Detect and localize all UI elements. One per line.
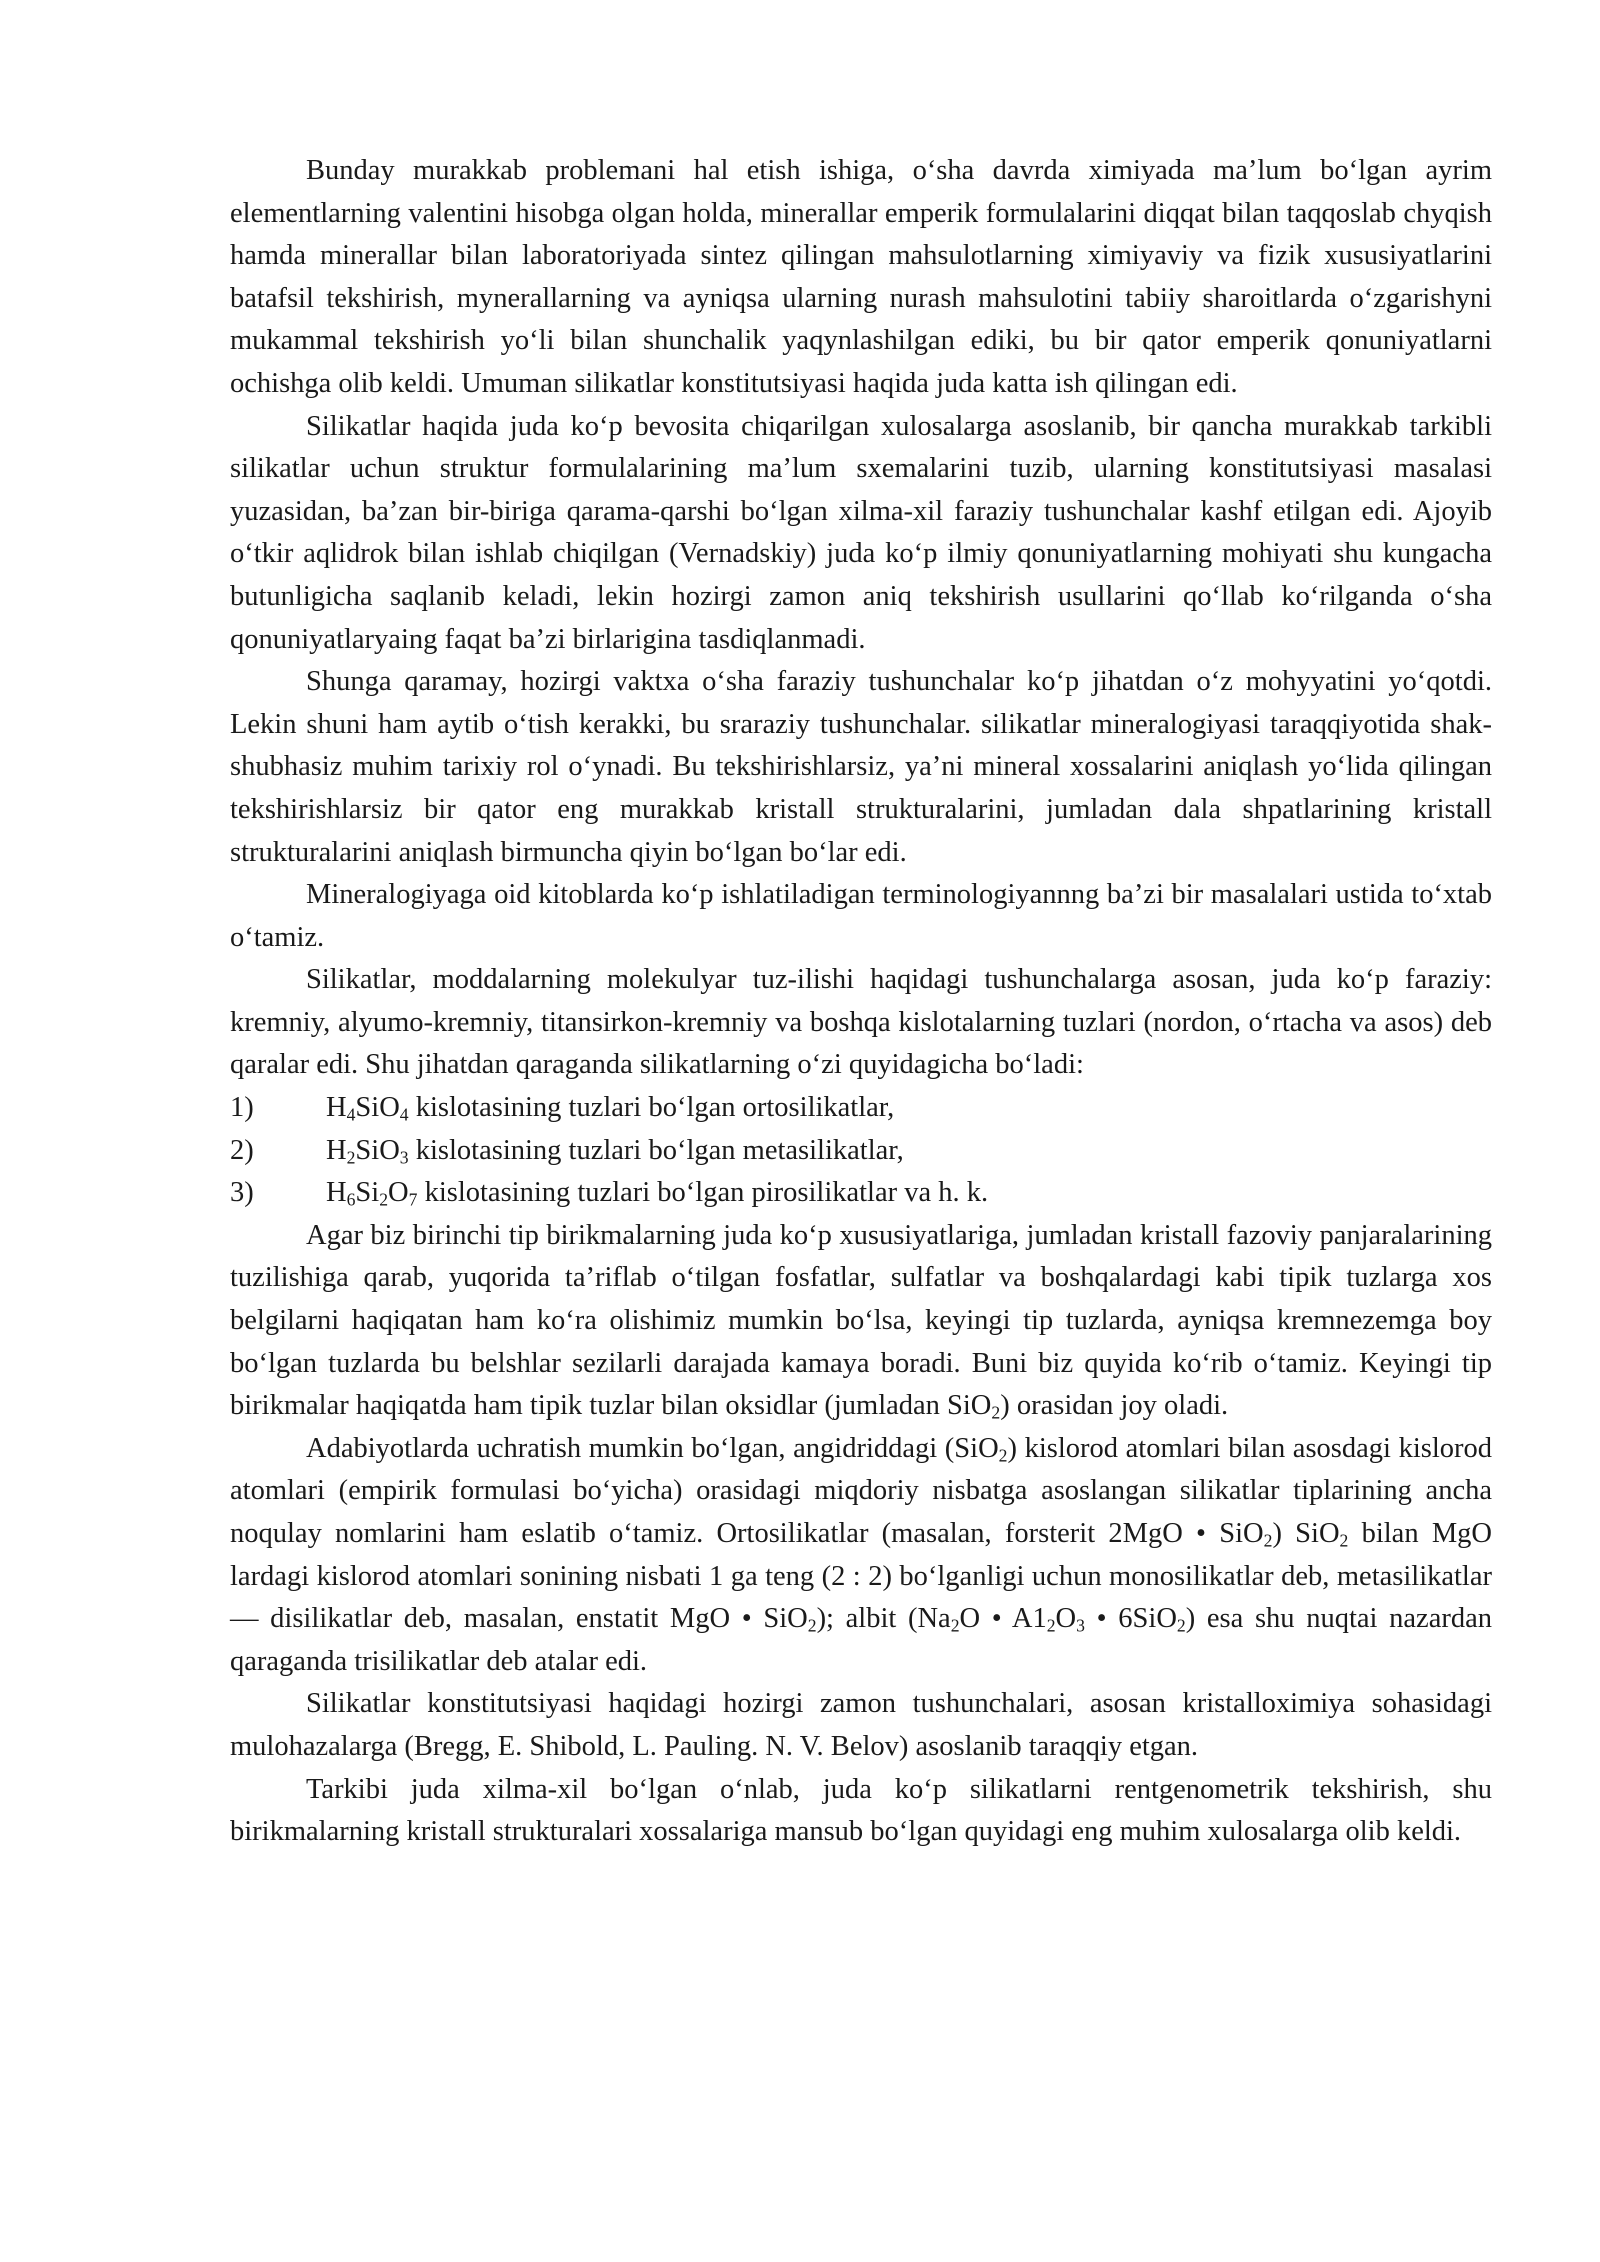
subscript: 2 bbox=[1176, 1615, 1186, 1636]
formula-part: O bbox=[379, 1092, 400, 1124]
subscript: 6 bbox=[346, 1189, 356, 1210]
paragraph-text: Agar biz birinchi tip birikmalarning juda ko‘p xususiyatlariga, jumladan kristall fazoviy panjaralarining tuzilishiga qarab, yuqorida ta’riflab o‘tilgan fosfatlar, sulfatlar va boshqalardagi kabi tipik tuzlarga xos belgilarni haqiqatan ham ko‘ra olishimiz mumkin bo‘lsa, keyingi tip tuzlarda, ayniqsa kremnezemga boy bo‘lgan tuzlarda bu belshlar sezilarli darajada kamaya boradi. Buni biz quyida ko‘rib o‘tamiz. Keyingi tip birikmalar haqiqatda ham tipik tuzlar bilan oksidlar (jumladan SiO bbox=[230, 1219, 1492, 1422]
paragraph-text: • 6SiO bbox=[1084, 1603, 1177, 1635]
paragraph-text: ) SiO bbox=[1272, 1518, 1340, 1549]
list-description: kislotasining tuzlari bo‘lgan ortosilikatlar, bbox=[408, 1092, 895, 1124]
subscript: 2 bbox=[998, 1445, 1008, 1466]
formula-part: Si bbox=[355, 1092, 380, 1124]
formula-part: O bbox=[379, 1134, 400, 1166]
document-page bbox=[230, 150, 1492, 1854]
paragraph-text: ); albit (Na bbox=[816, 1603, 951, 1635]
list-text bbox=[326, 1087, 1492, 1130]
paragraph-5: Silikatlar, moddalarning molekulyar tuz-ilishi haqidagi tushunchalarga asosan, juda ko‘p faraziy: kremniy, alyumo-kremniy, titansirkon-kremniy va boshqa kislotalarning tuzlari (nordon, o‘rtacha va asos) deb qaralar edi. Shu jihatdan qaraganda silikatlarning o‘zi quyidagicha bo‘ladi: bbox=[230, 964, 1492, 1081]
list-item-2 bbox=[230, 1130, 1492, 1173]
subscript: 2 bbox=[379, 1189, 389, 1210]
formula-part: Si bbox=[355, 1134, 380, 1166]
formula-part: Si bbox=[355, 1177, 380, 1209]
subscript: 4 bbox=[399, 1104, 409, 1125]
paragraph-8: Silikatlar konstitutsiyasi haqidagi hozirgi zamon tushunchalari, asosan kristalloximiya sohasidagi mulohazalarga (Bregg, E. Shibold, L. Pauling. N. V. Belov) asoslanib taraqqiy etgan. bbox=[230, 1688, 1492, 1762]
subscript: 2 bbox=[950, 1615, 960, 1636]
paragraph-4: Mineralogiyaga oid kitoblarda ko‘p ishlatiladigan terminologiyannng ba’zi bir masalalari ustida to‘xtab o‘tamiz. bbox=[230, 879, 1492, 953]
paragraph-3: Shunga qaramay, hozirgi vaktxa o‘sha faraziy tushunchalar ko‘p jihatdan o‘z mohyyatini yo‘qotdi. Lekin shuni ham aytib o‘tish kerakki, bu sraraziy tushunchalar. silikatlar mineralogiyasi taraqqiyotida shak-shubhasiz muhim tarixiy rol o‘ynadi. Bu tekshirishlarsiz, ya’ni mineral xossalarini aniqlash yo‘lida qilingan tekshirishlarsiz bir qator eng murakkab kristall strukturalarini, jumladan dala shpatlarining kristall strukturalarini aniqlash birmuncha qiyin bo‘lgan bo‘lar edi. bbox=[230, 666, 1492, 868]
formula-part: H bbox=[326, 1092, 347, 1124]
subscript: 2 bbox=[346, 1147, 356, 1168]
subscript: 2 bbox=[1339, 1530, 1349, 1551]
list-number: 2) bbox=[230, 1134, 254, 1166]
paragraph-text: O • A1 bbox=[959, 1603, 1047, 1635]
list-text bbox=[326, 1172, 1492, 1215]
paragraph-6 bbox=[230, 1215, 1492, 1428]
subscript: 2 bbox=[807, 1615, 817, 1636]
subscript: 2 bbox=[991, 1402, 1001, 1423]
list-item-1 bbox=[230, 1087, 1492, 1130]
list-number: 1) bbox=[230, 1092, 254, 1124]
list-description: kislotasining tuzlari bo‘lgan pirosilikatlar va h. k. bbox=[417, 1177, 989, 1209]
paragraph-2: Silikatlar haqida juda ko‘p bevosita chiqarilgan xulosalarga asoslanib, bir qancha murakkab tarkibli silikatlar uchun struktur formulalarining ma’lum sxemalarini tuzib, ularning konstitutsiyasi masalasi yuzasidan, ba’zan bir-biriga qarama-qarshi bo‘lgan xilma-xil faraziy tushunchalar kashf etilgan edi. Ajoyib o‘tkir aqlidrok bilan ishlab chiqilgan (Vernadskiy) juda ko‘p ilmiy qonuniyatlarning mohiyati shu kungacha butunligicha saqlanib keladi, lekin hozirgi zamon aniq tekshirish usullarini qo‘llab ko‘rilganda o‘sha qonuniyatlaryaing faqat ba’zi birlarigina tasdiqlanmadi. bbox=[230, 410, 1492, 655]
paragraph-text: O bbox=[1055, 1603, 1077, 1635]
paragraph-7 bbox=[230, 1428, 1492, 1684]
subscript: 7 bbox=[408, 1189, 418, 1210]
paragraph-9: Tarkibi juda xilma-xil bo‘lgan o‘nlab, juda ko‘p silikatlarni rentgenometrik tekshirish, shu birikmalarning kristall strukturalari xossalariga mansub bo‘lgan quyidagi eng muhim xulosalarga olib keldi. bbox=[230, 1773, 1492, 1848]
list-item-3 bbox=[230, 1172, 1492, 1215]
list-number: 3) bbox=[230, 1177, 254, 1209]
paragraph-text: Adabiyotlarda uchratish mumkin bo‘lgan, angidriddagi (SiO bbox=[306, 1432, 999, 1464]
formula-part: H bbox=[326, 1177, 347, 1209]
list-description: kislotasining tuzlari bo‘lgan metasilikatlar, bbox=[408, 1134, 904, 1166]
subscript: 3 bbox=[1076, 1615, 1085, 1636]
paragraph-text: ) kislorod atomlari bilan asosdagi kislorod atomlari (empirik formulasi bo‘yicha) orasidagi miqdoriy nisbatga asoslangan silikatlar tiplarining ancha noqulay nomlarini ham eslatib o‘tamiz. Ortosilikatlar (masalan, forsterit 2MgO • SiO bbox=[230, 1432, 1492, 1549]
paragraph-text: ) esa shu nuqtai nazardan qaraganda trisilikatlar deb atalar edi. bbox=[230, 1603, 1492, 1677]
formula-part: H bbox=[326, 1134, 347, 1166]
paragraph-text: ) orasidan joy oladi. bbox=[1000, 1390, 1229, 1422]
paragraph-1: Bunday murakkab problemani hal etish ishiga, o‘sha davrda ximiyada ma’lum bo‘lgan ayrim elementlarning valentini hisobga olgan holda, minerallar emperik formulalarini diqqat bilan taqqoslab chyqish hamda minerallar bilan laboratoriyada sintez qilingan mahsulotlarning ximiyaviy va fizik xususiyatlarini batafsil tekshirish, mynerallarning va ayniqsa ularning nurash mahsulotini tabiiy sharoitlarda o‘zgarishyni mukammal tekshirish yo‘li bilan shunchalik yaqynlashilgan ediki, bu bir qator emperik qonuniyatlarni ochishga olib keldi. Umuman silikatlar konstitutsiyasi haqida juda katta ish qilingan edi. bbox=[230, 155, 1492, 399]
subscript: 2 bbox=[1046, 1615, 1056, 1636]
subscript: 2 bbox=[1263, 1530, 1273, 1551]
formula-part: O bbox=[388, 1177, 409, 1209]
list-text bbox=[326, 1130, 1492, 1173]
subscript: 4 bbox=[346, 1104, 356, 1125]
paragraph-text: bilan MgO lardagi kislorod atomlari sonining nisbati 1 ga teng (2 : 2) bo‘lganligi uchun monosilikatlar deb, metasilikatlar — disilikatlar deb, masalan, enstatit MgO • SiO bbox=[230, 1518, 1493, 1635]
subscript: 3 bbox=[399, 1147, 409, 1168]
